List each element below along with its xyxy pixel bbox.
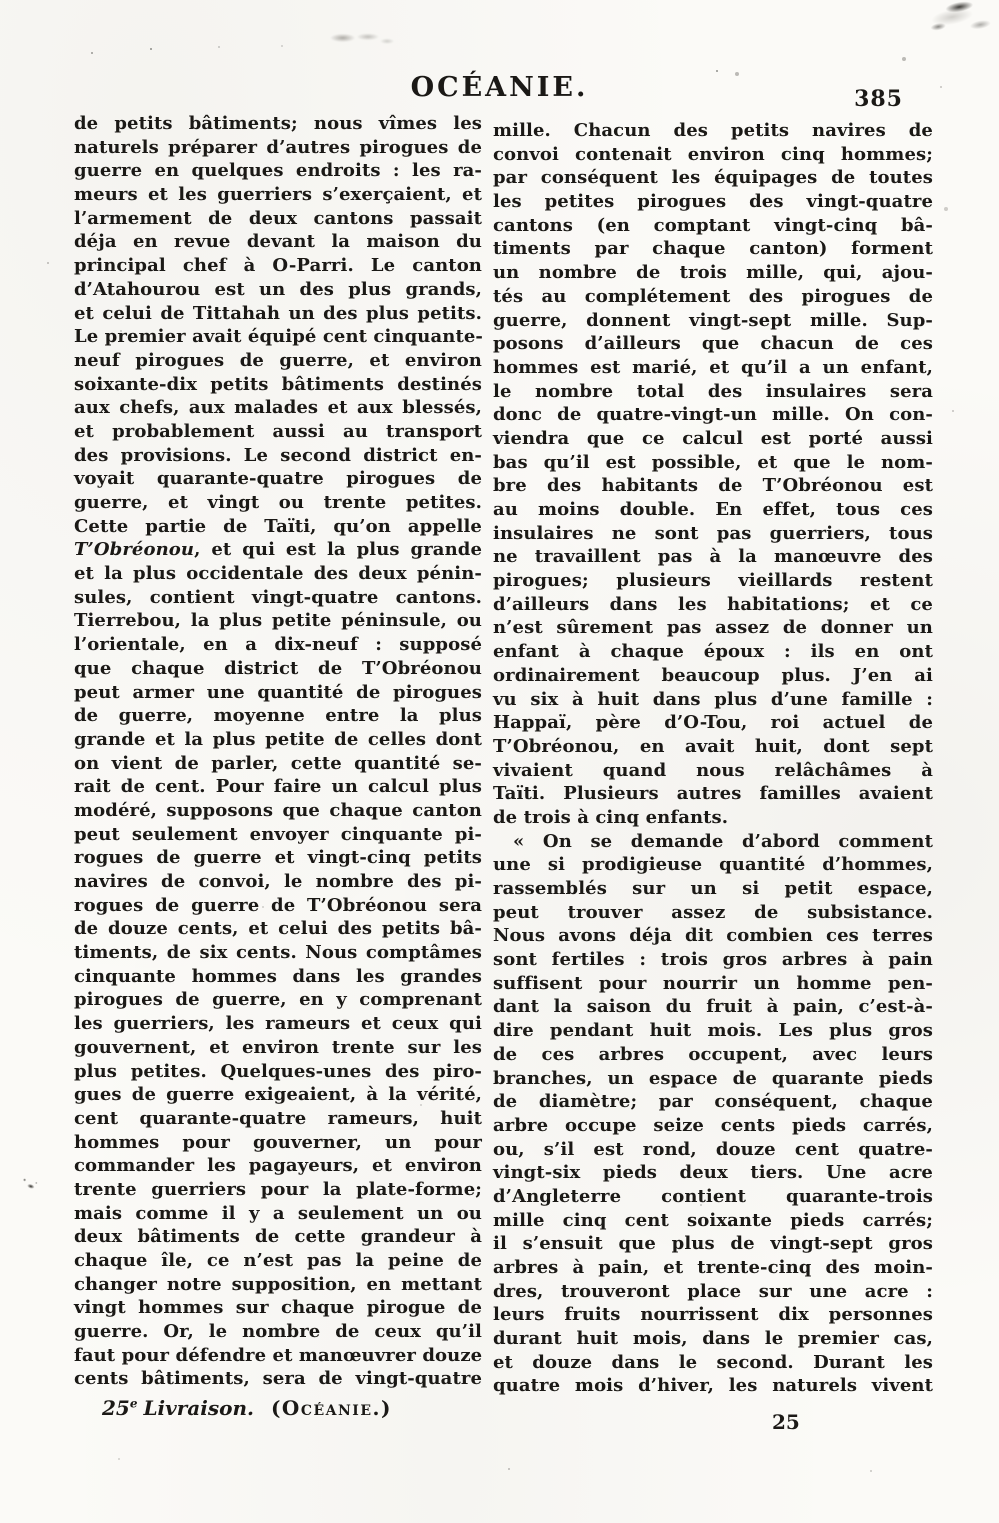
text-line: vu six à huit dans plus d’une famille :: [493, 688, 933, 710]
text-line: gouvernent, et environ trente sur les: [74, 1036, 482, 1058]
text-line: cents bâtiments, sera de vingt-quatre: [74, 1368, 482, 1390]
text-line: posons d’ailleurs que chacun de ces: [493, 333, 933, 355]
text-line: leurs fruits nourrissent dix personnes: [493, 1304, 933, 1326]
text-line: suffisent pour nourrir un homme pen-: [493, 972, 933, 994]
text-line: Tierrebou, la plus petite péninsule, ou: [74, 610, 482, 632]
text-line: mais comme il y a seulement un ou: [74, 1202, 482, 1224]
ink-blot-left-margin: [18, 1176, 39, 1195]
text-line: voyait quarante-quatre pirogues de: [74, 468, 482, 490]
text-line: faut pour défendre et manœuvrer douze: [74, 1344, 483, 1366]
text-line: ou, s’il est rond, douze cent quatre-: [493, 1138, 933, 1160]
text-line: ne travaillent pas à la manœuvre des: [493, 546, 933, 568]
text-line: rait de cent. Pour faire un calcul plus: [74, 776, 482, 798]
text-line: viendra que ce calcul est porté aussi: [493, 427, 933, 449]
text-line: principal chef à O-Parri. Le canton: [74, 255, 482, 277]
livraison-number: 25e: [102, 1396, 138, 1420]
text-line: T’Obréonou, en avait huit, dont sept: [493, 735, 933, 757]
text-line: dant la saison du fruit à pain, c’est-à-: [493, 996, 933, 1018]
text-line: neuf pirogues de guerre, et environ: [74, 349, 482, 371]
text-line: rogues de guerre de T’Obréonou sera: [74, 894, 482, 916]
text-line: rogues de guerre et vingt-cinq petits: [74, 847, 482, 869]
text-line: arbres à pain, et trente-cinq des moin-: [493, 1257, 933, 1278]
text-line: d’Atahourou est un des plus grands,: [74, 278, 482, 300]
text-line: peut trouver assez de subsistance.: [493, 901, 933, 923]
text-line: l’orientale, en a dix-neuf : supposé: [74, 634, 482, 656]
text-line: vingt-six pieds deux tiers. Une acre: [493, 1162, 933, 1184]
text-line: bre des habitants de T’Obréonou est: [493, 475, 933, 497]
text-line: de ces arbres occupent, avec leurs: [493, 1043, 933, 1065]
signature-line: [102, 1396, 392, 1420]
text-line: deux bâtiments de cette grandeur à: [74, 1226, 482, 1248]
ink-stain-top-right: [882, 0, 999, 57]
text-line: une si prodigieuse quantité d’hommes,: [493, 854, 933, 876]
text-line: gues de guerre exigeaient, à la vérité,: [74, 1084, 482, 1106]
text-line: quatre mois d’hiver, les naturels vivent: [493, 1375, 933, 1397]
text-line: aux chefs, aux malades et aux blessés,: [74, 397, 482, 419]
text-line: guerre en quelques endroits : les ra-: [74, 160, 482, 182]
text-line: vingt hommes sur chaque pirogue de: [74, 1297, 482, 1319]
text-line: commander les pagayeurs, et environ: [74, 1155, 482, 1177]
text-line: n’est sûrement pas assez de donner un: [493, 617, 933, 639]
livraison-label: Livraison.: [143, 1396, 254, 1420]
text-line: chaque île, ce n’est pas la peine de: [74, 1250, 482, 1271]
text-line: et la plus occidentale des deux pénin-: [74, 563, 482, 585]
text-line: enfant à chaque époux : ils en ont: [493, 641, 933, 663]
text-line: de petits bâtiments; nous vîmes les: [74, 113, 482, 134]
text-line: mille. Chacun des petits navires de: [493, 120, 933, 141]
text-line: hommes est marié, et qu’il a un enfant,: [493, 356, 933, 378]
text-line: soixante-dix petits bâtiments destinés: [74, 373, 482, 395]
text-line: et probablement aussi au transport: [74, 420, 482, 442]
text-line: pirogues; plusieurs vieillards restent: [493, 570, 933, 592]
text-line: Cette partie de Taïti, qu’on appelle: [74, 515, 482, 537]
text-line: mille cinq cent soixante pieds carrés;: [493, 1209, 933, 1231]
text-line: dres, trouveront place sur une acre :: [493, 1280, 933, 1302]
text-line: tés au complétement des pirogues de: [493, 285, 933, 307]
text-line: Le premier avait équipé cent cinquante-: [74, 326, 483, 348]
text-line: peut seulement envoyer cinquante pi-: [74, 823, 482, 845]
text-line: des provisions. Le second district en-: [74, 444, 482, 466]
text-line: navires de convoi, le nombre des pi-: [74, 871, 482, 892]
text-line: plus petites. Quelques-unes des piro-: [74, 1060, 482, 1082]
text-line: hommes pour gouverner, un pour: [74, 1131, 482, 1153]
text-line: pirogues de guerre, en y comprenant: [74, 989, 482, 1011]
text-line: de douze cents, et celui des petits bâ-: [74, 918, 482, 940]
series-label: (Océanie.): [270, 1396, 392, 1420]
text-line: timents, de six cents. Nous comptâmes: [74, 942, 482, 964]
text-line: l’armement de deux cantons passait: [74, 207, 482, 229]
text-line: au moins double. En effet, tous ces: [493, 499, 933, 520]
text-line: d’Angleterre contient quarante-trois: [493, 1185, 933, 1207]
sheet-number: 25: [772, 1410, 800, 1434]
text-line: « On se demande d’abord comment: [513, 830, 933, 852]
text-line: le nombre total des insulaires sera: [493, 380, 933, 402]
text-column-left: [74, 112, 482, 1391]
text-line: arbre occupe seize cents pieds carrés,: [493, 1114, 933, 1136]
text-line: de guerre, moyenne entre la plus: [74, 705, 482, 727]
page-title: OCÉANIE.: [410, 72, 589, 103]
text-line: changer notre supposition, en mettant: [74, 1273, 482, 1295]
text-line: naturels préparer d’autres pirogues de: [74, 136, 482, 158]
text-line: les guerriers, les rameurs et ceux qui: [74, 1013, 482, 1035]
text-column-right: [493, 119, 933, 1398]
text-line: les petites pirogues des vingt-quatre: [493, 191, 933, 213]
text-line: peut armer une quantité de pirogues: [74, 681, 482, 703]
text-line: guerre, et vingt ou trente petites.: [74, 492, 482, 513]
text-line: on vient de parler, cette quantité se-: [74, 752, 482, 774]
text-line: par conséquent les équipages de toutes: [493, 167, 933, 189]
text-line: sules, contient vingt-quatre cantons.: [74, 586, 482, 608]
text-line: déja en revue devant la maison du: [74, 231, 482, 253]
text-line: meurs et les guerriers s’exerçaient, et: [74, 184, 482, 206]
text-line: Nous avons déja dit combien ces terres: [493, 925, 933, 947]
text-line: sont fertiles : trois gros arbres à pain: [493, 949, 933, 971]
text-line: il s’ensuit que plus de vingt-sept gros: [493, 1233, 933, 1255]
text-line: Happaï, père d’O-Tou, roi actuel de: [493, 712, 933, 734]
text-line: modéré, supposons que chaque canton: [74, 799, 482, 821]
page-number: 385: [854, 86, 903, 112]
text-line: et celui de Tittahah un des plus petits.: [74, 302, 482, 324]
text-line: un nombre de trois mille, qui, ajou-: [493, 262, 933, 284]
text-line: que chaque district de T’Obréonou: [74, 657, 482, 679]
text-line: trente guerriers pour la plate-forme;: [74, 1178, 482, 1200]
scan-speckles: [0, 0, 2, 2]
text-line: durant huit mois, dans le premier cas,: [493, 1328, 933, 1350]
text-line: timents par chaque canton) forment: [493, 238, 933, 260]
text-line: T’Obréonou, et qui est la plus grande: [74, 539, 482, 561]
text-line: de diamètre; par conséquent, chaque: [493, 1091, 933, 1113]
text-line: et douze dans le second. Durant les: [493, 1351, 933, 1373]
text-line: dire pendant huit mois. Les plus gros: [493, 1020, 933, 1042]
text-line: de trois à cinq enfants.: [493, 806, 729, 828]
text-line: grande et la plus petite de celles dont: [74, 728, 482, 750]
text-line: branches, un espace de quarante pieds: [493, 1067, 933, 1089]
text-line: guerre. Or, le nombre de ceux qu’il: [74, 1321, 482, 1343]
text-line: Taïti. Plusieurs autres familles avaient: [493, 783, 933, 805]
text-line: guerre, donnent vingt-sept mille. Sup-: [493, 309, 933, 331]
text-line: ordinairement beaucoup plus. J’en ai: [493, 664, 933, 686]
text-line: cinquante hommes dans les grandes: [74, 965, 482, 987]
text-line: cent quarante-quatre rameurs, huit: [74, 1107, 482, 1129]
text-line: convoi contenait environ cinq hommes;: [493, 143, 933, 165]
scan-smudge-top: [322, 28, 396, 50]
text-line: bas qu’il est possible, et que le nom-: [493, 451, 933, 473]
text-line: cantons (en comptant vingt-cinq bâ-: [493, 214, 933, 236]
text-line: donc de quatre-vingt-un mille. On con-: [493, 404, 933, 426]
text-line: rassemblés sur un si petit espace,: [493, 878, 933, 899]
text-line: insulaires ne sont pas guerriers, tous: [493, 522, 933, 544]
text-line: d’ailleurs dans les habitations; et ce: [493, 593, 933, 615]
text-line: vivaient quand nous relâchâmes à: [493, 759, 933, 781]
